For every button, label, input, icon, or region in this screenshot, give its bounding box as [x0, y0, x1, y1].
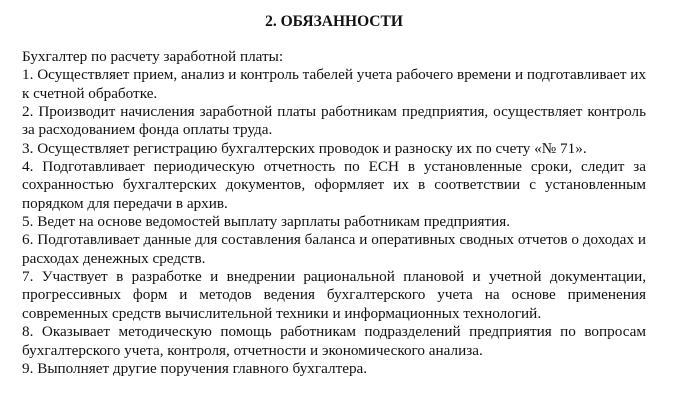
duty-item-3: 3. Осуществляет регистрацию бухгалтерских проводок и разноску их по счету «№ 71».: [22, 139, 587, 157]
duty-item-5: 5. Ведет на основе ведомостей выплату зарплаты работникам предприятия.: [22, 213, 511, 231]
section-number: 2.: [265, 13, 277, 30]
section-title: ОБЯЗАННОСТИ: [280, 13, 403, 30]
duty-item-8: 8. Оказывает методическую помощь работникам подразделений предприятия по вопросам бухгалтерского учета, контроля, отчетности и экономического анализа.: [22, 323, 646, 359]
duty-item-2: 2. Производит начисления заработной платы работникам предприятия, осуществляет контроль за расходованием фонда оплаты труда.: [22, 103, 646, 139]
duty-item-1: 1. Осуществляет прием, анализ и контроль табелей учета рабочего времени и подготавливает их к счетной обработке.: [22, 66, 646, 102]
duty-item-4: 4. Подготавливает периодическую отчетность по ЕСН в установленные сроки, следит за сохранностью бухгалтерских документов, оформляет их в соответствии с установленным порядком для передачи в архив.: [22, 158, 646, 212]
section-heading: [22, 12, 646, 32]
duty-item-6: 6. Подготавливает данные для составления баланса и оперативных сводных отчетов о доходах и расходах денежных средств.: [22, 231, 646, 267]
duty-item-7: 7. Участвует в разработке и внедрении рациональной плановой и учетной документации, прогрессивных форм и методов ведения бухгалтерского учета на основе применения современных средств вычислительной техники и информационных технологий.: [22, 268, 646, 322]
intro-line: Бухгалтер по расчету заработной платы:: [22, 48, 284, 65]
duties-body: [22, 48, 646, 378]
duty-item-9: 9. Выполняет другие поручения главного бухгалтера.: [22, 359, 368, 377]
